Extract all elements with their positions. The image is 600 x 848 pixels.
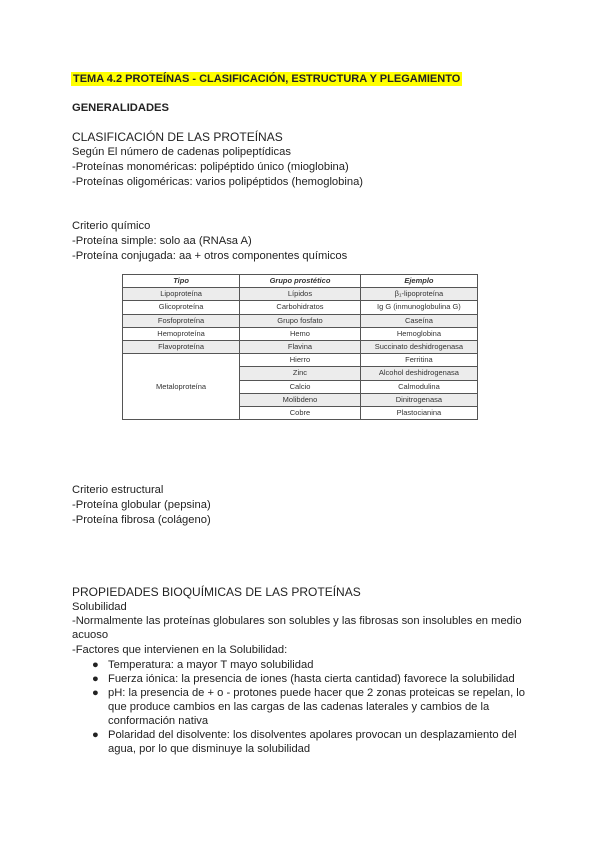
- table-cell: Ig G (inmunoglobulina G): [360, 301, 477, 314]
- table-cell: Alcohol deshidrogenasa: [360, 367, 477, 380]
- table-cell: Molibdeno: [240, 393, 361, 406]
- table-cell: Zinc: [240, 367, 361, 380]
- table-cell: Hemoglobina: [360, 327, 477, 340]
- bullet-icon: ●: [92, 687, 99, 699]
- list-item: [92, 686, 542, 728]
- table-cell: Lípidos: [240, 288, 361, 301]
- text-paragraph: -Normalmente las proteínas globulares son solubles y las fibrosas son insolubles en medio acuoso: [72, 615, 522, 641]
- text-line: -Proteínas monoméricas: polipéptido único (mioglobina): [72, 161, 349, 173]
- list-item: [92, 672, 542, 686]
- table-cell: Hierro: [240, 354, 361, 367]
- heading-criterio-quimico: Criterio químico: [72, 220, 151, 232]
- table-cell: Dinitrogenasa: [360, 393, 477, 406]
- table-cell: Lipoproteína: [123, 288, 240, 301]
- document-title: TEMA 4.2 PROTEÍNAS - CLASIFICACIÓN, ESTRUCTURA Y PLEGAMIENTO: [73, 73, 461, 85]
- table-cell: Flavoproteína: [123, 341, 240, 354]
- table-cell: β₁-lipoproteína: [360, 288, 477, 301]
- table-row: [123, 327, 478, 340]
- text-line: -Proteína simple: solo aa (RNAsa A): [72, 235, 252, 247]
- text-line: -Factores que intervienen en la Solubilidad:: [72, 644, 288, 656]
- solubility-factors-list: [92, 658, 542, 756]
- text-line: -Proteínas oligoméricas: varios polipéptidos (hemoglobina): [72, 176, 364, 188]
- heading-propiedades: PROPIEDADES BIOQUÍMICAS DE LAS PROTEÍNAS: [72, 585, 361, 599]
- table-cell: Glicoproteína: [123, 301, 240, 314]
- table-header: Grupo prostético: [240, 275, 361, 288]
- table-cell: Carbohidratos: [240, 301, 361, 314]
- table-cell: Ferritina: [360, 354, 477, 367]
- table-cell: Flavina: [240, 341, 361, 354]
- list-item: [92, 728, 542, 756]
- subheading-solubilidad: Solubilidad: [72, 601, 127, 613]
- bullet-icon: ●: [92, 673, 99, 685]
- table-row: [123, 288, 478, 301]
- text-line: -Proteína fibrosa (colágeno): [72, 514, 211, 526]
- text-line: Según El número de cadenas polipeptídicas: [72, 146, 291, 158]
- text-line: -Proteína globular (pepsina): [72, 499, 211, 511]
- table-cell: Grupo fosfato: [240, 314, 361, 327]
- protein-classification-table: [122, 274, 478, 420]
- table-cell: Succinato deshidrogenasa: [360, 341, 477, 354]
- table-cell: Cobre: [240, 407, 361, 420]
- list-item-text: Temperatura: a mayor T mayo solubilidad: [108, 659, 314, 671]
- table-cell: Hemoproteína: [123, 327, 240, 340]
- table-cell: Fosfoproteína: [123, 314, 240, 327]
- list-item-text: Fuerza iónica: la presencia de iones (hasta cierta cantidad) favorece la solubilidad: [108, 673, 515, 685]
- list-item-text: Polaridad del disolvente: los disolventes apolares provocan un desplazamiento del agua, por lo que disminuye la solubilidad: [108, 729, 517, 755]
- bullet-icon: ●: [92, 659, 99, 671]
- section-heading-generalidades: GENERALIDADES: [72, 102, 169, 114]
- table-cell: Calmodulina: [360, 380, 477, 393]
- heading-clasificacion: CLASIFICACIÓN DE LAS PROTEÍNAS: [72, 130, 283, 144]
- list-item-text: pH: la presencia de + o - protones puede hacer que 2 zonas proteicas se repelan, lo que produce cambios en las cargas de las cadenas laterales y cambios de la conformación nativa: [108, 687, 526, 727]
- text-line: -Proteína conjugada: aa + otros componentes químicos: [72, 250, 348, 262]
- table-cell: Caseína: [360, 314, 477, 327]
- list-item: [92, 658, 542, 672]
- table-row: [123, 341, 478, 354]
- heading-criterio-estructural: Criterio estructural: [72, 484, 164, 496]
- table-header: Tipo: [123, 275, 240, 288]
- table-header: Ejemplo: [360, 275, 477, 288]
- table-cell: Plastocianina: [360, 407, 477, 420]
- bullet-icon: ●: [92, 729, 99, 741]
- table-cell: Hemo: [240, 327, 361, 340]
- table-cell: Calcio: [240, 380, 361, 393]
- table-row: [123, 354, 478, 367]
- table-row: [123, 301, 478, 314]
- table-row: [123, 314, 478, 327]
- table-cell-metaloproteina: Metaloproteína: [123, 354, 240, 420]
